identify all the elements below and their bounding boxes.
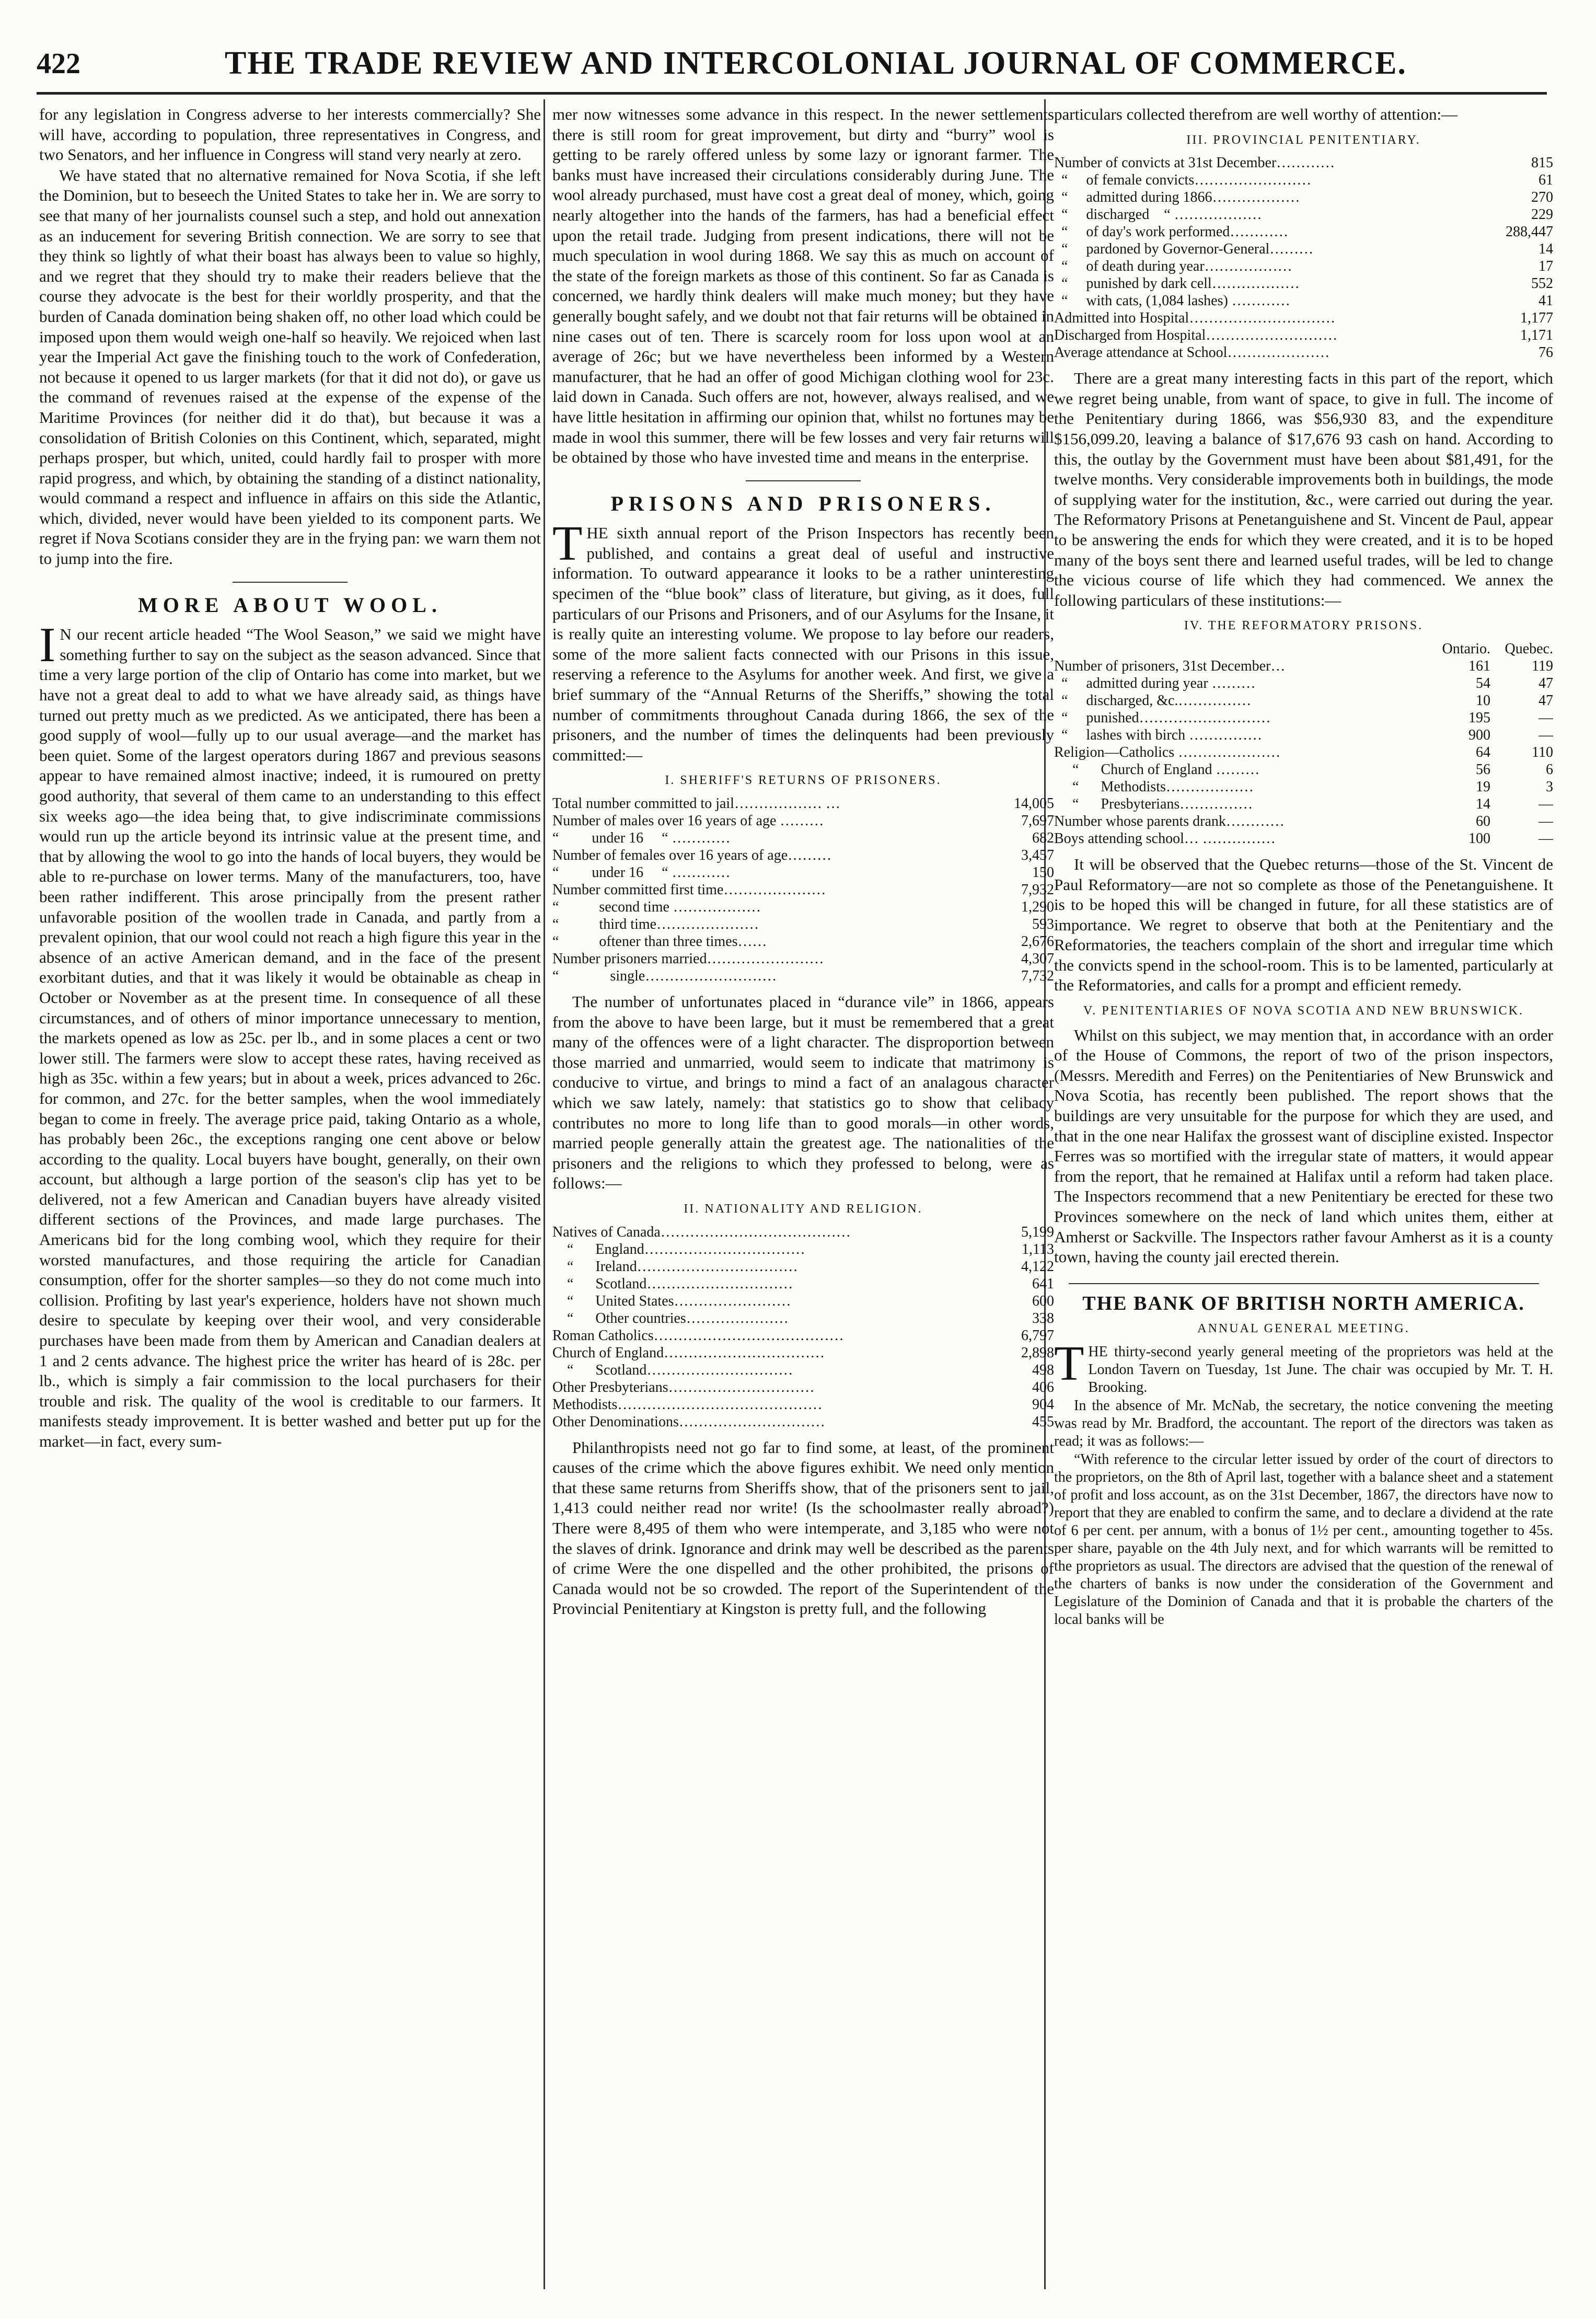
separator <box>746 480 861 481</box>
table-row-value: 593 <box>1032 916 1054 932</box>
table-row <box>1054 813 1553 830</box>
table-row-value: 7,932 <box>1021 882 1054 898</box>
table-row-label: “ with cats, (1,084 lashes) ………… <box>1054 293 1290 309</box>
table-row <box>1054 726 1553 744</box>
table-row-label: “ Ireland…………………………… <box>552 1258 798 1275</box>
table-header-row <box>1054 640 1553 657</box>
header-rule <box>37 92 1547 95</box>
column-header-ontario: Ontario. <box>1442 640 1490 657</box>
table-row <box>552 1310 1054 1327</box>
table-row-label: “ oftener than three times…… <box>552 933 767 950</box>
paragraph <box>552 516 1054 765</box>
table-row-value: 455 <box>1032 1413 1054 1430</box>
paragraph: mer now witnesses some advance in this respect. In the newer settlements there is still room for great improvement, but dirty and “burry” wool is getting to be rarely offered unless by some lazy or ignorant farmer. The banks must have increased their circulations considerably during June. The wool already purchased, must have cost a great deal of money, which, going nearly altogether into the hands of the farmers, has had a beneficial effect upon the retail trade. Judging from present indications, there will not be much speculation in wool during 1868. We say this as much on account of the state of the foreign markets as those of this continent. So far as Canada is concerned, we hardly think dealers will make much money; but they have generally bought safely, and we doubt not that fair returns will be obtained in nine cases out of ten. There is scarcely room for loss upon wool at an average of 26c; but we have nevertheless been informed by a Western manufacturer, that he had an offer of good Michigan clothing wool for 23c. laid down in Canada. Such offers are not, however, always realised, and we have little hesitation in affirming our opinion that, whilst no fortunes may be made in wool this summer, there will be few losses and very fair returns will be obtained by those who have invested time and means in the enterprise. <box>552 105 1054 467</box>
paragraph: We have stated that no alternative remained for Nova Scotia, if she left the Dominion, but to beseech the United States to take her in. We are sorry to see that many of her journalists counsel such a step, and hold out annexation as an inducement for severing British connection. We are sorry to see that they think so lightly of what their boast has always been to value so highly, and we regret that they should try to make their readers believe that the course they advocate is the best for their worldly prosperity, and that the burden of Canada domination being shaken off, no other load which could be imposed upon them would weigh one-half so heavily. We rejoiced when last year the Imperial Act gave the finishing touch to the work of Confederation, not because it opened to us larger markets (for that it did not do), or gave us the command of revenues raised at the expense of the expense of the Maritime Provinces (for neither did it do that), but because it was a consolidation of British Colonies on this Continent, which, separated, might perhaps prosper, but which, united, could hardly fail to prosper with more rapid progress, and which, by obtaining the standing of a distinct nationality, would command a respect and influence in affairs on this side the Atlantic, which, divided, never would have been yielded to its component parts. We regret if Nova Scotians consider they are in the frying pan: we warn them not to jump into the fire. <box>39 166 541 568</box>
paragraph <box>1054 1336 1553 1397</box>
paragraph-text: N our recent article headed “The Wool Season,” we said we might have something further to say on the subject as the season advanced. Since that time a very large portion of the clip of Ontario has come into market, but we have not a great deal to add to what we have already said, as things have turned out pretty much as we predicted. As we anticipated, there has been a good supply of wool—fully up to our usual average—and the market has been quiet. Some of the largest operators during 1867 and previous seasons appear to have remained almost inactive; indeed, it is rumoured on pretty good authority, that several of them came to an understanding to this effect six weeks ago—the idea being that, to give indiscriminate commissions would run up the article beyond its intrinsic value at the present time, and that by allowing the wool to go into the hands of local buyers, they would be able to re-purchase on lower terms. Many of the manufacturers, too, have been rather indifferent. This arose principally from the present rather unfavorable position of the woollen trade in Canada, and partly from a prevalent opinion, that our wool could not reach a high figure this year in the absence of an active American demand, and in the face of the present exorbitant duties, and that it was likely it would be obtainable as cheap in October or November as at the present time. In consequence of all these circumstances, and of others of minor importance unnecessary to mention, the markets opened as low as 25c. per lb., and in some places a cent or two lower still. The farmers were slow to accept these rates, having received as high as 35c. within a few years; but in about a week, prices advanced to 26c. for common, and 27c. for the better samples, when the wool immediately began to come in freely. The average price paid, taking Ontario as a whole, has probably been 26c., the exceptions ranging one cent above or below according to the quality. Local buyers have bought, generally, on their own account, but although a large portion of the season's clip has yet to be delivered, not a few American and Canadian buyers have already visited different sections of the Provinces, and made large purchases. The Americans bid for the long combing wool, which they require for their worsted manufactures, and those requiring the article for Canadian consumption, offer for the shorter samples—so they do not come much into collision. Profiting by last year's experience, holders have not shown much desire to speculate by keeping over their wool, and very considerable purchases have been made from them by American and Canadian dealers at 1 and 2 cents advance. The highest price the writer has heard of is 28c. per lb., which is simply a fair commission to the local purchasers for their trouble and risk. The quality of the wool is creditable to our farmers. It manifests steady improvement. It is better washed and better put up for the market—in fact, every sum- <box>39 625 541 1450</box>
table-reformatory-prisons <box>1054 640 1553 847</box>
table-row <box>1054 830 1553 847</box>
table-row <box>1054 795 1553 813</box>
table-row <box>1054 327 1553 344</box>
table-provincial-penitentiary <box>1054 154 1553 361</box>
table-row-label: Number of females over 16 years of age……… <box>552 847 832 863</box>
table-row-label: Natives of Canada………………………………… <box>552 1224 851 1240</box>
table-row-label: “ England…………………………… <box>552 1241 805 1257</box>
article-heading-bank: THE BANK OF BRITISH NORTH AMERICA. <box>1082 1292 1525 1314</box>
table-row-value: 64 <box>1476 744 1490 760</box>
table-row <box>1054 692 1553 709</box>
table-row-label: Other Presbyterians………………………… <box>552 1379 815 1395</box>
table-row-label: “ lashes with birch …………… <box>1054 726 1263 743</box>
table-row-value: 161 <box>1468 657 1490 674</box>
table-row-value: 47 <box>1539 692 1553 709</box>
table-row <box>1054 344 1553 361</box>
paragraph: In the absence of Mr. McNab, the secretary, the notice convening the meeting was read by Mr. Bradford, the accountant. The report of the directors was taken as read; it was as follows:— <box>1054 1397 1553 1449</box>
table-row-label: Number prisoners married…………………… <box>552 951 824 967</box>
table-row <box>1054 154 1553 171</box>
table-row-value: 41 <box>1539 293 1553 309</box>
paragraph: “With reference to the circular letter issued by order of the court of directors to the proprietors, on the 8th of April last, together with a balance sheet and a statement of profit and loss account, as on the 31st December, 1867, the directors have now to report that they are enabled to confirm the same, and to declare a dividend at the rate of 6 per cent. per annum, with a bonus of 1½ per cent., amounting together to 45s. per share, payable on the 4th July next, and for which warrants will be remitted to the proprietors as usual. The directors are advised that the question of the renewal of the charters of banks is now under the consideration of the Government and Legislature of the Dominion of Canada and that it is probable the charters of the local banks will be <box>1054 1451 1553 1628</box>
table-row-label: “ Other countries………………… <box>552 1310 789 1326</box>
paragraph: Philanthropists need not go far to find some, at least, of the prominent causes of the crime which the above figures exhibit. We need only mention that these same returns from Sheriffs show, that of the prisoners sent to jail, 1,413 could neither read nor write! (Is the schoolmaster really abroad?) There were 8,495 of them who were intemperate, and 3,185 who were not the slaves of drink. Ignorance and drink may well be described as the parents of crime Were the one dispelled and the other prohibited, the prisons of Canada would not be so crowded. The report of the Superintendent of the Provincial Penitentiary at Kingston is pretty full, and the following <box>552 1438 1054 1618</box>
table-row <box>552 881 1054 898</box>
article-heading-prisons: PRISONS AND PRISONERS. <box>610 491 996 515</box>
table-row-value: 682 <box>1032 830 1054 846</box>
table-row-label: “ under 16 “ ………… <box>552 864 731 881</box>
table-row-label: Boys attending school… …………… <box>1054 830 1276 847</box>
table-row-label: Total number committed to jail……………… … <box>552 795 840 812</box>
table-row-label: “ United States…………………… <box>552 1293 791 1309</box>
table-row <box>1054 675 1553 692</box>
table-row <box>552 967 1054 985</box>
table-row-label: “ Methodists……………… <box>1054 778 1254 795</box>
table-row-value: 60 <box>1476 813 1490 829</box>
table-row-label: “ of female convicts…………………… <box>1054 172 1312 189</box>
table-row-value: 76 <box>1539 344 1553 361</box>
column-3 <box>1054 105 1553 2289</box>
table-title: II. NATIONALITY AND RELIGION. <box>684 1202 923 1216</box>
table-row-value: 900 <box>1468 726 1490 743</box>
table-row-value: — <box>1539 813 1553 829</box>
table-row-value: — <box>1539 795 1553 812</box>
table-row-value: 10 <box>1476 692 1490 709</box>
table-row-value: 2,898 <box>1021 1344 1054 1361</box>
table-row-value: — <box>1539 726 1553 743</box>
table-row-value: 7,697 <box>1021 813 1054 829</box>
table-row-value: 47 <box>1539 675 1553 691</box>
table-row <box>1054 258 1553 275</box>
table-row-label: “ admitted during year ……… <box>1054 675 1256 691</box>
table-row-label: “ of death during year……………… <box>1054 258 1292 275</box>
table-title: I. SHERIFF'S RETURNS OF PRISONERS. <box>665 774 942 788</box>
table-row-value: 17 <box>1539 258 1553 275</box>
table-row-label: Methodists…………………………………… <box>552 1396 823 1413</box>
table-row-label: Church of England…………………………… <box>552 1344 825 1361</box>
table-row-value: 56 <box>1476 761 1490 778</box>
table-row-label: Number of prisoners, 31st December… <box>1054 657 1286 674</box>
table-row-value: 14 <box>1539 241 1553 258</box>
table-row <box>552 864 1054 881</box>
paragraph: There are a great many interesting facts in this part of the report, which we regret being unable, from want of space, to give in full. The income of the Penitentiary during 1866, was $56,930 83, and the expenditure $156,099.20, leaving a balance of $17,676 93 cash on hand. According to this, the outlay by the Government must have been about $81,491, for the twelve months. Very considerable improvements both in buildings, the mode of supplying water for the institution, &c., were carried out during the year. The Reformatory Prisons at Penetanguishene and St. Vincent de Paul, appear to be answering the ends for which they were created, and it is to be hoped many of the boys sent there and learned useful trades, will be led to change the vicious course of life which they had commenced. We annex the following particulars of these institutions:— <box>1054 369 1553 609</box>
table-row-label: Number committed first time………………… <box>552 882 826 898</box>
table-row-value: 641 <box>1032 1275 1054 1292</box>
table-row-label: “ Scotland………………………… <box>552 1275 793 1292</box>
paragraph <box>39 618 541 1451</box>
table-title: III. PROVINCIAL PENITENTIARY. <box>1186 133 1421 147</box>
table-row <box>552 1396 1054 1413</box>
table-row-label: “ Church of England ……… <box>1054 761 1260 778</box>
table-row-label: “ punished by dark cell……………… <box>1054 275 1300 292</box>
table-row <box>552 847 1054 864</box>
table-row <box>552 812 1054 829</box>
table-row <box>1054 189 1553 206</box>
table-row-label: “ single……………………… <box>552 968 777 984</box>
table-row <box>1054 778 1553 795</box>
table-row <box>1054 275 1553 292</box>
table-row-value: 54 <box>1476 675 1490 691</box>
table-row-value: 338 <box>1032 1310 1054 1326</box>
table-row-label: “ second time ……………… <box>552 899 761 915</box>
drop-cap: T <box>1054 1336 1084 1391</box>
table-row-label: Roman Catholics………………………………… <box>552 1327 844 1344</box>
paragraph: It will be observed that the Quebec returns—those of the St. Vincent de Paul Reformatory—are not so complete as those of the Penetanguishene. It is to be hoped this will be changed in future, for all these statistics are of importance. We regret to observe that both at the Penitentiary and the Reformatories, the teachers complain of the short and irregular time which the convicts spend in the school-room. This is to be lamented, particularly at the Reformatories, and calls for a prompt and efficient remedy. <box>1054 855 1553 995</box>
table-cell <box>1054 640 1428 657</box>
table-sheriffs-returns <box>552 795 1054 985</box>
table-row <box>552 1362 1054 1379</box>
table-row-value: 1,290 <box>1021 899 1054 915</box>
page-number: 422 <box>37 48 80 80</box>
table-row <box>1054 309 1553 327</box>
table-row-value: 904 <box>1032 1396 1054 1413</box>
table-row <box>1054 709 1553 726</box>
table-row-value: 600 <box>1032 1293 1054 1309</box>
table-row <box>552 1258 1054 1275</box>
table-row-label: “ third time………………… <box>552 916 759 932</box>
table-row <box>1054 240 1553 258</box>
table-row-label: Number of males over 16 years of age ……… <box>552 813 824 829</box>
paragraph: for any legislation in Congress adverse to her interests commercially? She will have, according to population, three representatives in Congress, and two Senators, and her influence in Congress will stand very nearly at zero. <box>39 105 541 164</box>
table-row-value: — <box>1539 709 1553 726</box>
table-row-value: 1,113 <box>1022 1241 1054 1257</box>
table-nationality-religion <box>552 1224 1054 1430</box>
table-row-label: Average attendance at School………………… <box>1054 344 1330 361</box>
paragraph: The number of unfortunates placed in “durance vile” in 1866, appears from the above to have been large, but it must be remembered that a great many of the offences were of a light character. The disproportion between those married and unmarried, would seem to indicate that matrimony is conducive to virtue, and brings to mind a fact of an analagous character which we saw lately, namely: that statistics go to show that celibacy contributes no more to long life than to good morals—in other words, married people generally attain the greatest age. The nationalities of the prisoners and the religions to which they professed to belong, were as follows:— <box>552 993 1054 1193</box>
table-row <box>1054 657 1553 675</box>
table-row-value: 119 <box>1532 657 1553 674</box>
table-row-value: 150 <box>1032 864 1054 881</box>
table-row-value: 498 <box>1032 1362 1054 1378</box>
table-row-label: Number of convicts at 31st December………… <box>1054 155 1335 171</box>
table-title: V. PENITENTIARIES OF NOVA SCOTIA AND NEW BRUNSWICK. <box>1083 1004 1524 1018</box>
table-row <box>1054 761 1553 778</box>
page-header <box>37 41 1547 88</box>
table-row-value: 406 <box>1032 1379 1054 1395</box>
drop-cap: T <box>552 516 583 571</box>
table-row-value: 229 <box>1531 206 1553 223</box>
table-row-value: 6,797 <box>1021 1327 1054 1344</box>
table-row-label: Discharged from Hospital……………………… <box>1054 327 1338 344</box>
table-row-value: 110 <box>1532 744 1553 760</box>
table-row-label: “ under 16 “ ………… <box>552 830 731 846</box>
table-title: IV. THE REFORMATORY PRISONS. <box>1184 619 1424 633</box>
table-row-value: 100 <box>1468 830 1490 847</box>
paragraph: particulars collected therefrom are well worthy of attention:— <box>1054 105 1458 123</box>
table-row-label: Number whose parents drank………… <box>1054 813 1285 829</box>
table-row-label: “ punished……………………… <box>1054 709 1271 726</box>
paragraph-text: HE sixth annual report of the Prison Inspectors has recently been published, and contains a great deal of useful and instructive information. To outward appearance it looks to be a rather uninteresting specimen of the “blue book” class of literature, but giving, as it does, full particulars of our Prisons and Prisoners, and of our Asylums for the Insane, it is really quite an interesting volume. We propose to lay before our readers, some of the more salient facts connected with our Prisons in this issue, reserving a reference to the Asylums for another week. And first, we give a brief summary of the “Annual Returns of the Sheriffs,” showing the total number of commitments throughout Canada during 1866, the sex of the prisoners, and the number of times the delinquents had been previously committed:— <box>552 524 1054 764</box>
table-row-label: “ pardoned by Governor-General……… <box>1054 241 1314 258</box>
column-header-quebec: Quebec. <box>1505 640 1553 657</box>
table-row <box>1054 292 1553 309</box>
table-row-label: Other Denominations………………………… <box>552 1413 825 1430</box>
table-row-value: 1,171 <box>1520 327 1553 344</box>
table-row-label: “ admitted during 1866……………… <box>1054 189 1300 206</box>
table-row-value: 815 <box>1531 155 1553 171</box>
table-row <box>552 1293 1054 1310</box>
table-row-label: “ of day's work performed………… <box>1054 224 1289 240</box>
table-row-value: 3 <box>1546 778 1553 795</box>
table-row-value: 195 <box>1468 709 1490 726</box>
table-row-label: “ Scotland………………………… <box>552 1362 793 1378</box>
table-row-value: 4,122 <box>1021 1258 1054 1275</box>
table-row-value: 2,676 <box>1021 933 1054 950</box>
table-row-label: Admitted into Hospital………………………… <box>1054 310 1336 327</box>
table-row-label: Religion—Catholics ………………… <box>1054 744 1281 760</box>
article-subheading: ANNUAL GENERAL MEETING. <box>1197 1322 1410 1336</box>
table-row-label: “ discharged, &c.…………… <box>1054 692 1252 709</box>
table-row-value: 288,447 <box>1506 224 1553 240</box>
table-row <box>552 916 1054 933</box>
drop-cap: I <box>39 618 56 673</box>
table-row-value: 7,732 <box>1021 968 1054 984</box>
table-row <box>1054 223 1553 240</box>
paragraph: Whilst on this subject, we may mention that, in accordance with an order of the House of Commons, the report of two of the prison inspectors, (Messrs. Meredith and Ferres) on the Penitentiaries of New Brunswick and Nova Scotia, has recently been published. The report shows that the buildings are very unsuitable for the purpose for which they are used, and that in the one near Halifax the grossest want of discipline existed. Inspector Ferres was so mortified with the irregular state of matters, it would appear from the report, that he remained at Halifax until a reform had taken place. The Inspectors recommend that a new Penitentiary be erected for these two Provinces somewhere on the neck of land which unites them, either at Amherst or Sackville. The Inspectors rather favour Amherst as it is a county town, having the county jail erected therein. <box>1054 1025 1553 1266</box>
table-row <box>1054 171 1553 189</box>
column-1 <box>39 105 541 2289</box>
table-row-value: — <box>1539 830 1553 847</box>
journal-title: THE TRADE REVIEW AND INTERCOLONIAL JOURNAL OF COMMERCE. <box>225 45 1407 81</box>
article-heading-wool: MORE ABOUT WOOL. <box>138 593 442 617</box>
column-divider <box>543 99 545 2289</box>
table-row-label: “ Presbyterians…………… <box>1054 795 1253 812</box>
table-row-value: 14,005 <box>1014 795 1054 812</box>
table-row <box>552 1344 1054 1362</box>
table-row <box>1054 206 1553 223</box>
table-row-value: 14 <box>1476 795 1490 812</box>
table-row <box>552 1241 1054 1258</box>
table-row <box>552 950 1054 967</box>
table-row-value: 1,177 <box>1520 310 1553 327</box>
table-row-label: “ discharged “ ……………… <box>1054 206 1262 223</box>
table-row <box>552 1327 1054 1344</box>
table-row <box>552 1413 1054 1430</box>
table-row <box>552 898 1054 916</box>
table-row <box>1054 744 1553 761</box>
paragraph-text: HE thirty-second yearly general meeting of the proprietors was held at the London Tavern on Tuesday, 1st June. The chair was occupied by Mr. T. H. Brooking. <box>1088 1343 1553 1395</box>
table-row-value: 5,199 <box>1021 1224 1054 1240</box>
table-row-value: 19 <box>1476 778 1490 795</box>
table-row <box>552 933 1054 950</box>
table-row-value: 3,457 <box>1021 847 1054 863</box>
table-row-value: 552 <box>1531 275 1553 292</box>
table-row-value: 61 <box>1539 172 1553 189</box>
separator <box>233 582 348 583</box>
table-row-value: 4,307 <box>1021 951 1054 967</box>
table-row <box>552 1224 1054 1241</box>
table-row <box>552 1379 1054 1396</box>
table-row <box>552 795 1054 812</box>
column-2 <box>552 105 1054 2289</box>
separator <box>1069 1283 1539 1284</box>
table-row <box>552 829 1054 847</box>
table-row-value: 270 <box>1531 189 1553 206</box>
table-row-value: 6 <box>1546 761 1553 778</box>
table-row <box>552 1275 1054 1293</box>
